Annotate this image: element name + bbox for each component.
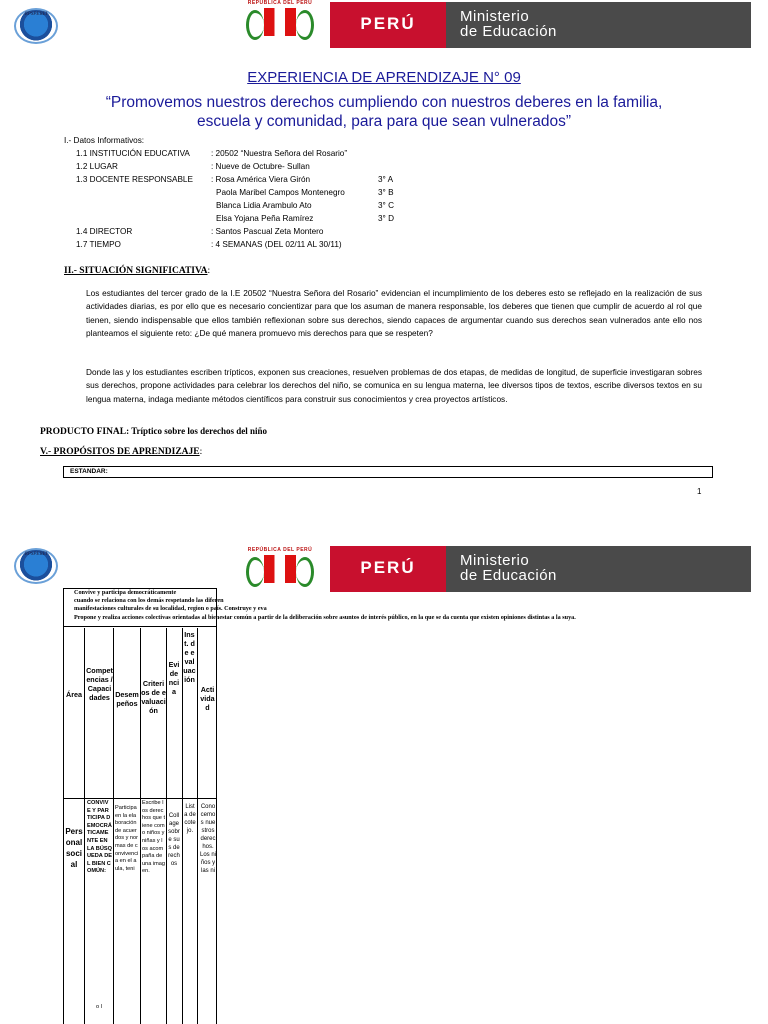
competencia-bullet: o l [96,1004,102,1010]
teacher-name-b: Paola Maribel Campos Montenegro [216,188,345,197]
school-logo-text: RPSPEREI [24,552,48,557]
criterio-cell: Escribe los derechos que tiene como niños y niñas y los acompaña de una imagen. [142,800,165,875]
laurel-right-icon [296,10,314,40]
subtitle-line-1: “Promovemos nuestros derechos cumpliendo con nuestros deberes en la familia, [105,94,663,111]
peru-banner [330,2,446,48]
section-situacion-significativa: II.- SITUACIÓN SIGNIFICATIVA: [64,266,211,276]
actividad-cell: Conocemos nuestros derechos. Los niños y las ni [200,804,216,874]
col-header-actividad: Actividad [200,685,215,712]
table-header-line-2: cuando se relaciona con los demás respetando las diferen [74,597,224,604]
info-value-tiempo: : 4 SEMANAS (DEL 02/11 AL 30/11) [211,240,342,249]
ministry-banner [446,2,751,48]
country-label: PERÚ [360,14,416,33]
info-label-lugar: 1.2 LUGAR [76,162,118,171]
laurel-right-icon [296,557,314,587]
ministry-line-1: Ministerio [460,8,530,25]
shield-text: REPÚBLICA DEL PERÚ [247,547,313,553]
col-header-competencias: Competencias / Capacidades [86,666,113,702]
country-label: PERÚ [360,558,416,577]
col-header-criterios: Criterios de evaluación [141,679,166,715]
table-col-line [197,628,198,1024]
subtitle-line-2: escuela y comunidad, para para que sean vulnerados” [197,113,571,130]
info-value-docente: : Rosa América Viera Girón [211,175,311,184]
experience-title: EXPERIENCIA DE APRENDIZAJE N° 09 [247,69,521,86]
section-propositos: V.- PROPÓSITOS DE APRENDIZAJE: [40,447,203,457]
table-col-line [84,628,85,1024]
table-divider [63,626,217,627]
table-header-line-4: Propone y realiza acciones colectivas orientadas al bienestar común a partir de la deliberación sobre asuntos de interés público, en la que se da cuenta que existen opiniones distintas a la suya. [74,614,576,621]
ministry-line-1: Ministerio [460,552,530,569]
table-col-line [113,628,114,1024]
table-col-line [166,628,167,1024]
table-header-line-3: manifestaciones culturales de su localidad, region o país. Construye y eva [74,605,267,612]
ministry-line-2: de Educación [460,23,557,40]
standard-label: ESTANDAR: [70,468,108,475]
shield-text: REPÚBLICA DEL PERÚ [247,0,313,6]
col-header-instrumento: Inst. de evaluación [183,630,196,684]
ministry-line-2: de Educación [460,567,557,584]
flag-icon [264,555,296,583]
col-header-area: Área [66,690,82,699]
peru-shield-logo [240,547,320,593]
situation-paragraph-2: Donde las y los estudiantes escriben trípticos, exponen sus creaciones, resuelven problemas de dos etapas, de medidas de longitud, de superficie investigaran sobres sus derechos, propone actividades para celebrar los derechos del niño, se comunica en su lengua materna, lee diversos tipos de textos, escribe diversos textos en su lengua materna, indaga mediante métodos científicos para construir sus conocimientos y crea proyectos artísticos. [86,367,702,404]
area-personal-social: Personal social [65,827,83,869]
info-value-director: : Santos Pascual Zeta Montero [211,227,324,236]
peru-banner [330,546,446,592]
instrumento-cell: Lista de cotejo. [184,804,196,834]
teacher-grade-b: 3° B [378,188,394,197]
peru-shield-logo [240,0,320,46]
evidencia-cell: Collage sobre sus derechos [168,813,180,867]
ministry-banner [446,546,751,592]
situation-paragraph-1: Los estudiantes del tercer grado de la I.E 20502 “Nuestra Señora del Rosario” evidencian el incumplimiento de los deberes esto se reflejado en la realización de sus actividades diarias, es por ello que es necesario concientizar para que los asuman de manera responsable, los deberes que tienen que cumplir de acuerdo al rol que tienen, siendo indispensable que ellos también reflexionan sobre sus derechos, siendo capaces de argumentar cuando sus derechos sean vulnerados ante ello nos planteamos el siguiente reto: ¿De qué manera promuevo mis derechos para que se respeten? [86,288,702,339]
teacher-grade-c: 3° C [378,201,395,210]
teacher-grade-d: 3° D [378,214,395,223]
info-label-director: 1.4 DIRECTOR [76,227,133,236]
table-col-line [182,628,183,1024]
competencia-cell: CONVIVE Y PARTICIPA DEMOCRÁTICAMENTE EN LA BÚSQUEDA DEL BIEN COMÚN: [87,800,112,875]
section-datos-informativos: I.- Datos Informativos: [64,136,145,145]
producto-final: PRODUCTO FINAL: Tríptico sobre los derechos del niño [40,426,267,437]
teacher-grade-a: 3° A [378,175,394,184]
teacher-name-c: Blanca Lidia Arambulo Ato [216,201,312,210]
info-label-institucion: 1.1 INSTITUCIÓN EDUCATIVA [76,149,190,158]
school-logo [14,548,58,584]
school-logo-text: RPSPEREI [24,12,48,17]
info-value-lugar: : Nueve de Octubre- Sullan [211,162,310,171]
info-label-docente: 1.3 DOCENTE RESPONSABLE [76,175,193,184]
flag-icon [264,8,296,36]
table-header-line-1: Convive y participa democráticamente [74,589,177,596]
laurel-left-icon [246,557,264,587]
info-label-tiempo: 1.7 TIEMPO [76,240,121,249]
desempeno-cell: Participa en la elaboración de acuerdos y normas de convivencia en el aula, teni [115,805,139,872]
standard-box [63,466,713,478]
teacher-name-d: Elsa Yojana Peña Ramírez [216,214,314,223]
col-header-evidencia: Evidencia [168,660,180,696]
page-number: 1 [697,487,702,496]
col-header-desempenos: Desempeños [115,690,139,708]
experience-subtitle [0,93,768,131]
info-value-institucion: : 20502 “Nuestra Señora del Rosario” [211,149,348,158]
school-logo [14,8,58,44]
laurel-left-icon [246,10,264,40]
